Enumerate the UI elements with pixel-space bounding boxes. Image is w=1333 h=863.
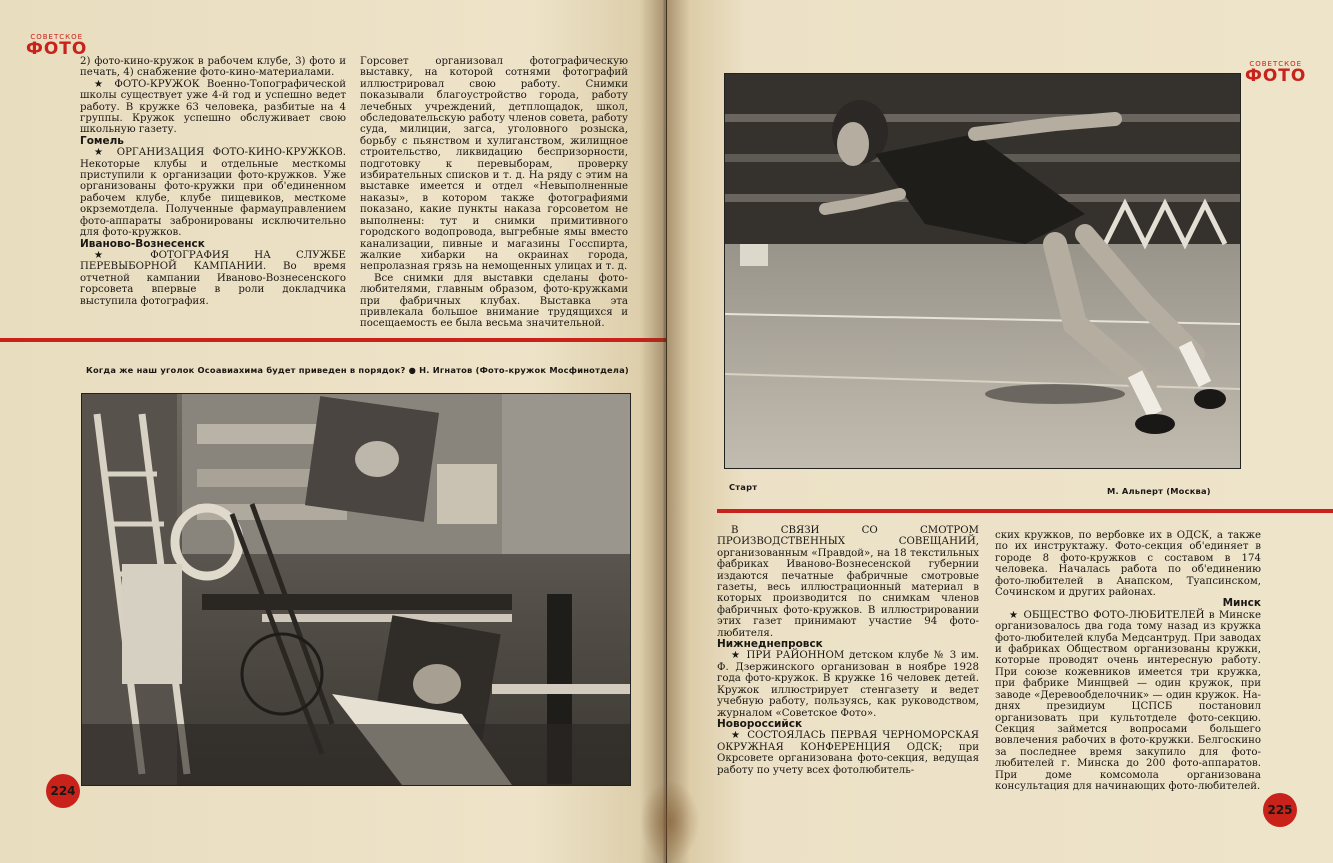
logo-big-text-right: ФОТО (1245, 66, 1307, 86)
photo-caption-title: Старт (729, 482, 758, 492)
article-paragraph: Все снимки для выставки сделаны фото-любителями, главным образом, фото-кружками при фабричных клубах. Выставка эта привлекала большое внимание трудящихся и посещаемость ее была весьма значительной. (360, 272, 628, 330)
article-paragraph: ★ ФОТО-КРУЖОК Военно-Топографической школы существует уже 4-й год и успешно ведет работу. В кружке 63 человека, разбитые на 4 группы. Кружок успешно обслуживает свою школьную газету. (80, 78, 346, 136)
magazine-logo (26, 34, 87, 58)
article-paragraph: ских кружков, по вербовке их в ОДСК, а также по их инструктажу. Фото-секция об'единяет в городе 8 фото-кружков с составом в 174 человека. Началась работа по об'единению фото-любителей в Анапском, Туапсинском, Сочинском и других районах. (995, 530, 1261, 599)
logo-small-text: СОВЕТСКОЕ (30, 33, 84, 41)
right-page (667, 0, 1333, 863)
article-paragraph: Горсовет организовал фотографическую выставку, на которой сотнями фотографий иллюстрировал свою работу. Снимки показывали благоустройство города, работу лечебных учреждений, детплощадок, школ, обследовательскую работу членов совета, работу суда, милиции, загса, уголовного розыска, борьбу с пьянством и хулиганством, жилищное строительство, ликвидацию беспризорности, подготовку к перевыборам, проверку избирательных списков и т. д. На ряду с этим на выставке имеется и отдел «Невыполненные наказы», в котором также фотографиями показано, какие пункты наказа горсоветом не выполнены: тут и снимки примитивного городского водопровода, выгребные ямы вместо канализации, пивные и магазины Госспирта, жалкие хибарки на окраинах города, непролазная грязь на немощенных улицах и т. д. (360, 56, 628, 273)
page-number-right: 225 (1263, 793, 1297, 827)
logo-small-text-right: СОВЕТСКОЕ (1249, 60, 1303, 68)
left-text-column-2 (360, 56, 628, 330)
article-paragraph: ★ СОСТОЯЛАСЬ ПЕРВАЯ ЧЕРНОМОРСКАЯ ОКРУЖНАЯ КОНФЕРЕНЦИЯ ОДСК; при Окрсовете организована фото-секция, ведущая работу по учету всех фотолюбитель- (717, 730, 979, 776)
left-text-column-1 (80, 56, 346, 307)
article-paragraph: ★ ПРИ РАЙОННОМ детском клубе № 3 им. Ф. Дзержинского организован в ноябре 1928 года фото-кружок. В кружке 16 человек детей. Кружок иллюстрирует стенгазету и ведет учебную работу, пользуясь, как руководством, журналом «Советское Фото». (717, 650, 979, 719)
logo-big-text: ФОТО (26, 39, 88, 59)
magazine-logo-right (1245, 61, 1306, 85)
city-heading: Иваново-Вознесенск (80, 237, 205, 250)
city-heading: Минск (1222, 597, 1261, 610)
left-page (0, 0, 666, 863)
photo-caption-author: М. Альперт (Москва) (1107, 486, 1211, 496)
paper-stain (640, 780, 700, 863)
page-gutter (640, 0, 690, 863)
article-paragraph: В СВЯЗИ СО СМОТРОМ ПРОИЗВОДСТВЕННЫХ СОВЕЩАНИЙ, организованным «Правдой», на 18 текстильных фабриках Иваново-Вознесенской губернии издаются печатные фабричные смотровые газеты, весь иллюстрационный материал в которых производится по снимкам членов фабричных фото-кружков. В иллюстрировании этих газет принимают участие 94 фото-любителя. (717, 525, 979, 639)
workshop-photo (81, 393, 631, 786)
article-paragraph: ★ ФОТОГРАФИЯ НА СЛУЖБЕ ПЕРЕВЫБОРНОЙ КАМПАНИИ. Во время отчетной кампании Иваново-Вознесенского горсовета впервые в роли докладчика выступила фотография. (80, 249, 346, 307)
sprinter-photo-image (725, 74, 1240, 468)
right-text-column-1 (717, 525, 979, 776)
photo-caption: Когда же наш уголок Осоавиахима будет приведен в порядок? ● Н. Игнатов (Фото-кружок Мосфинотдела) (86, 365, 629, 375)
workshop-photo-image (82, 394, 630, 785)
city-heading: Нижнеднепровск (717, 638, 823, 651)
sprinter-photo (724, 73, 1241, 469)
article-paragraph: ★ ОРГАНИЗАЦИЯ ФОТО-КИНО-КРУЖКОВ. Некоторые клубы и отдельные месткомы приступили к организации фото-кружков. Уже организованы фото-кружки при об'единенном рабочем клубе, клубе пищевиков, месткоме окрземотдела. Полученные фармауправлением фото-аппараты забронированы исключительно для фото-кружков. (80, 147, 346, 239)
red-divider-line-right (717, 509, 1333, 513)
city-heading: Новороссийск (717, 717, 803, 730)
right-text-column-2 (995, 530, 1261, 792)
page-number-left: 224 (46, 774, 80, 808)
city-heading: Гомель (80, 134, 124, 147)
article-paragraph: ★ ОБЩЕСТВО ФОТО-ЛЮБИТЕЛЕЙ в Минске организовалось два года тому назад из кружка фото-любителей клуба Медсантруд. При заводах и фабриках Обществом организованы кружки, которые проводят очень интересную работу. При союзе кожевников имеется три кружка, при фабрике Минщвей — один кружок, при заводе «Деревообделочник» — один кружок. На-днях президиум ЦСПСБ постановил организовать при культотделе фото-секцию. Секция займется вопросами большего вовлечения рабочих в фото-кружки. Белгоскино за последнее время закупило для фото-любителей г. Минска до 200 фото-аппаратов. При доме комсомола организована консультация для начинающих фото-любителей. (995, 609, 1261, 792)
article-paragraph: 2) фото-кино-кружок в рабочем клубе, 3) фото и печать, 4) снабжение фото-кино-материалами. (80, 56, 346, 79)
red-divider-line (0, 338, 666, 342)
